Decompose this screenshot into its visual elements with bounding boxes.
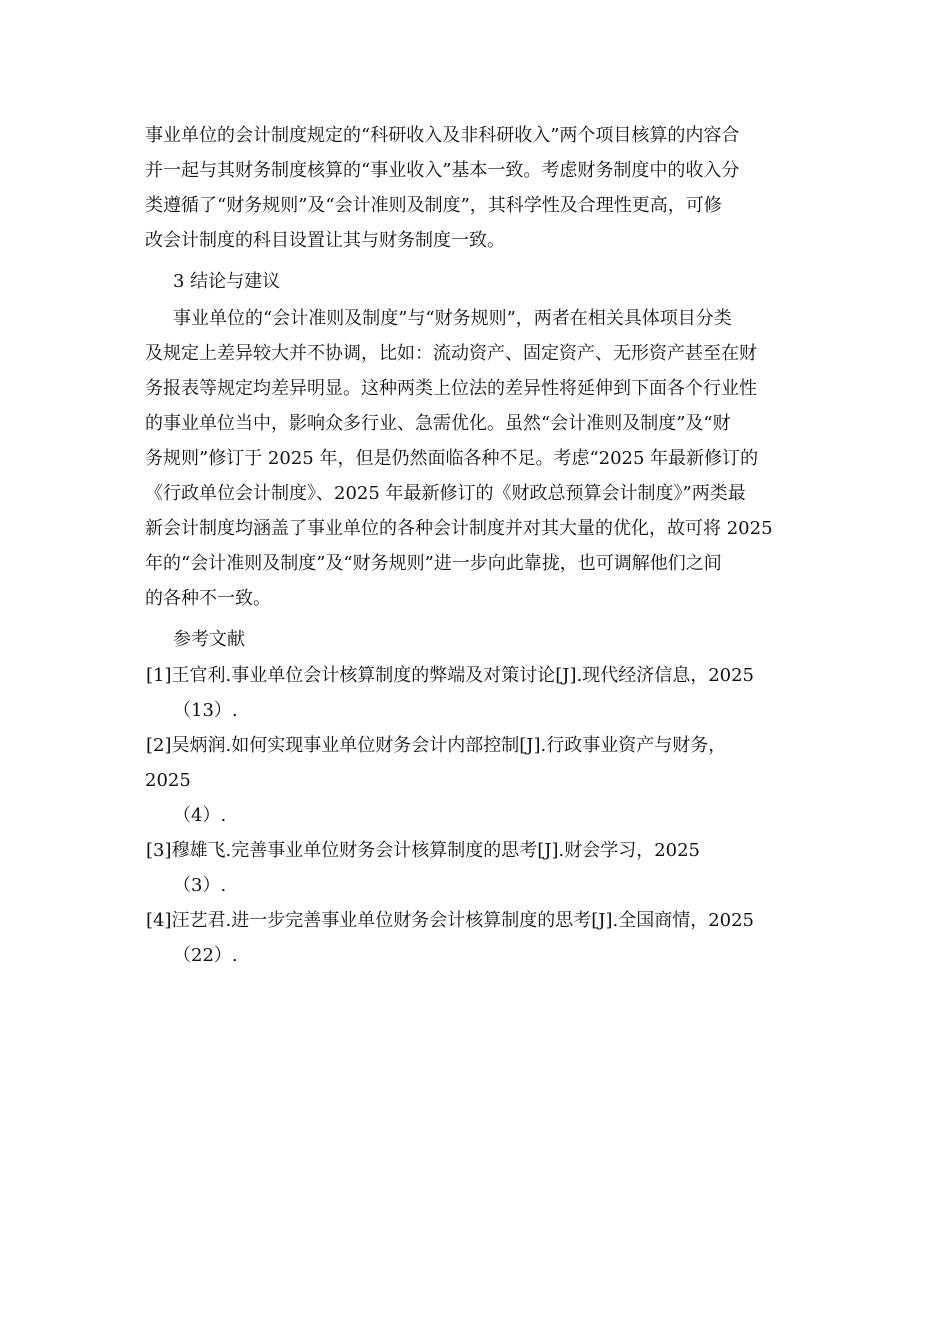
paragraph-line: 务规则”修订于 2025 年，但是仍然面临各种不足。考虑“2025 年最新修订的 <box>145 448 759 469</box>
reference-item-2: [2]吴炳润.如何实现事业单位财务会计内部控制[J].行政事业资产与财务， <box>146 735 727 756</box>
reference-item-3-cont: （3）. <box>173 875 227 896</box>
paragraph-line: 《行政单位会计制度》、2025 年最新修订的《财政总预算会计制度》”两类最 <box>145 483 746 504</box>
paragraph-line: 的事业单位当中，影响众多行业、急需优化。虽然“会计准则及制度”及“财 <box>145 413 731 434</box>
references-heading: 参考文献 <box>173 629 245 650</box>
paragraph-line: 事业单位的“会计准则及制度”与“财务规则”，两者在相关具体项目分类 <box>173 308 732 329</box>
paragraph-line: 事业单位的会计制度规定的“科研收入及非科研收入”两个项目核算的内容合 <box>145 125 740 146</box>
reference-item-4-cont: （22）. <box>173 945 238 966</box>
paragraph-line: 新会计制度均涵盖了事业单位的各种会计制度并对其大量的优化，故可将 2025 <box>145 518 773 539</box>
reference-item-1-cont: （13）. <box>173 700 238 721</box>
reference-item-2-year: 2025 <box>145 770 191 791</box>
reference-item-3: [3]穆雄飞.完善事业单位财务会计核算制度的思考[J].财会学习，2025 <box>146 840 701 861</box>
reference-item-1: [1]王官利.事业单位会计核算制度的弊端及对策讨论[J].现代经济信息，2025 <box>146 665 755 686</box>
paragraph-line: 类遵循了“财务规则”及“会计准则及制度”，其科学性及合理性更高，可修 <box>145 195 722 216</box>
paragraph-line: 年的“会计准则及制度”及“财务规则”进一步向此靠拢，也可调解他们之间 <box>145 553 722 574</box>
reference-item-4: [4]汪艺君.进一步完善事业单位财务会计核算制度的思考[J].全国商情，2025 <box>146 910 755 931</box>
paragraph-line: 并一起与其财务制度核算的“事业收入”基本一致。考虑财务制度中的收入分 <box>145 160 740 181</box>
paragraph-line: 的各种不一致。 <box>145 588 271 609</box>
paragraph-line: 改会计制度的科目设置让其与财务制度一致。 <box>145 230 505 251</box>
section-heading: 3 结论与建议 <box>173 271 281 292</box>
paragraph-line: 及规定上差异较大并不协调，比如：流动资产、固定资产、无形资产甚至在财 <box>145 343 757 364</box>
paragraph-line: 务报表等规定均差异明显。这种两类上位法的差异性将延伸到下面各个行业性 <box>145 378 757 399</box>
reference-item-2-cont: （4）. <box>173 805 227 826</box>
